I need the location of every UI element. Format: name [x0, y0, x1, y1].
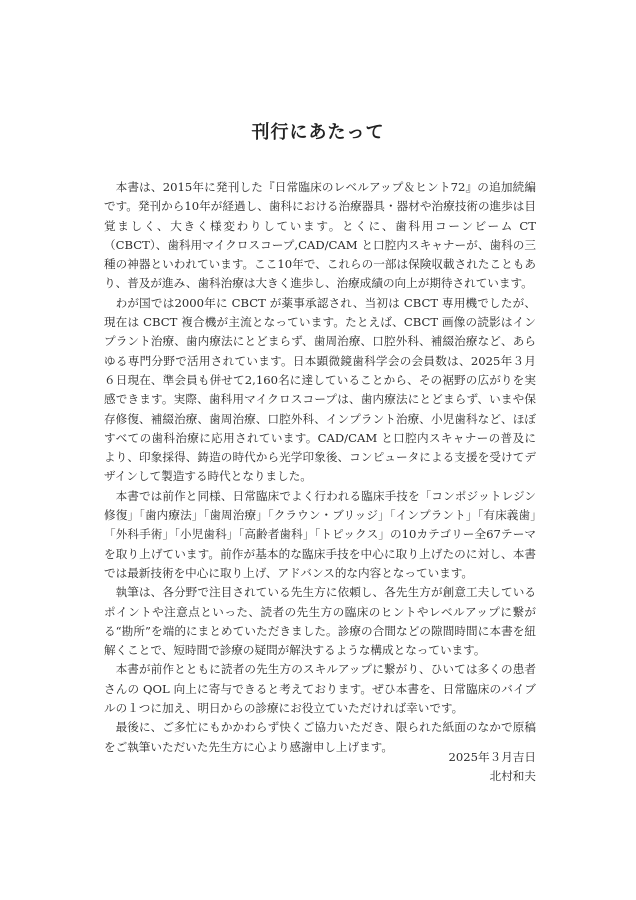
date: 2025年３月吉日 — [448, 750, 536, 764]
paragraph-5: 本書が前作とともに読者の先生方のスキルアップに繋がり、ひいては多くの患者さんの QOL 向上に寄与できると考えております。ぜひ本書を、日常臨床のバイブルの１つに加え、明日からの診療にお役立ていただければ幸いです。 — [104, 662, 536, 716]
paragraph-4: 執筆は、各分野で注目されている先生方に依頼し、各先生方が創意工夫しているポイントや注意点といった、読者の先生方の臨床のヒントやレベルアップに繋がる“勘所”を端的にまとめていただきました。診療の合間などの隙間時間に本書を紐解くことで、短時間で診療の疑問が解決するような構成となっています。 — [104, 585, 536, 658]
paragraph-1: 本書は、2015年に発刊した『日常臨床のレベルアップ＆ヒント72』の追加続編です。発刊から10年が経過し、歯科における治療器具・器材や治療技術の進歩は目覚ましく、大きく様変わりしています。とくに、歯科用コーンビーム CT（CBCT）、歯科用マイクロスコープ,CAD/CAM と口腔内スキャナーが、歯科の三種の神器といわれています。ここ10年で、これらの一部は保険収載されたこともあり、普及が進み、歯科治療は大きく進歩し、治療成績の向上が期待されています。 — [104, 180, 536, 291]
paragraph-3: 本書では前作と同様、日常臨床でよく行われる臨床手技を「コンポジットレジン修復」「歯内療法」「歯周治療」「クラウン・ブリッジ」「インプラント」「有床義歯」「外科手術」「小児歯科」「高齢者歯科」「トピックス」の10カテゴリー全67テーマを取り上げています。前作が基本的な臨床手技を中心に取り上げたのに対し、本書では最新技術を中心に取り上げ、アドバンス的な内容となっています。 — [104, 488, 536, 580]
paragraph-2: わが国では2000年に CBCT が薬事承認され、当初は CBCT 専用機でしたが、現在は CBCT 複合機が主流となっています。たとえば、CBCT 画像の読影はインプラント治療、歯内療法にとどまらず、歯周治療、口腔外科、補綴治療など、あらゆる専門分野で活用されています。日本顕微鏡歯科学会の会員数は、2025年３月６日現在、準会員も併せて2,160名に達していることから、その裾野の広がりを実感できます。実際、歯科用マイクロスコープは、歯内療法にとどまらず、いまや保存修復、補綴治療、歯周治療、口腔外科、インプラント治療、小児歯科など、ほぼすべての歯科治療に応用されています。CAD/CAM と口腔内スキャナーの普及により、印象採得、鋳造の時代から光学印象後、コンピュータによる支援を受けてデザインして製造する時代となりました。 — [104, 295, 536, 484]
signoff — [449, 748, 536, 787]
paragraph-6: 最後に、ご多忙にもかかわらず快くご協力いただき、限られた紙面のなかで原稿をご執筆いただいた先生方に心より感謝申し上げます。 — [104, 720, 536, 754]
body-text — [104, 178, 536, 757]
page-title: 刊行にあたって — [251, 122, 385, 143]
author-name: 北村和夫 — [489, 769, 536, 784]
